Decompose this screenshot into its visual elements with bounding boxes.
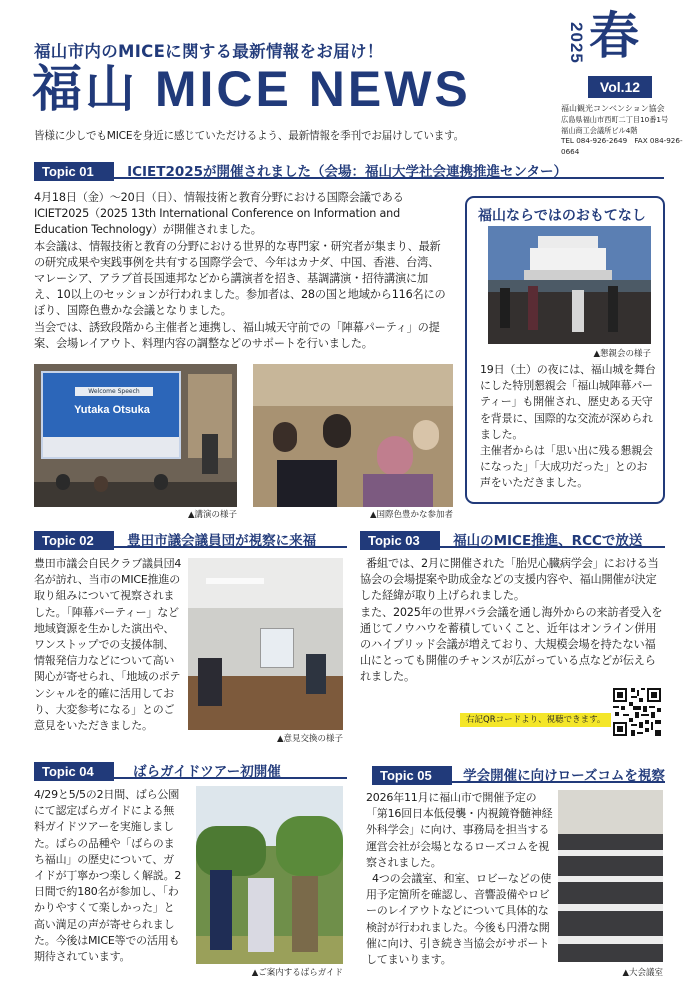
topic2-badge: Topic 02: [34, 531, 114, 550]
issue-year: 2025: [567, 22, 586, 64]
topic5-badge: Topic 05: [372, 766, 452, 785]
omotenashi-title: 福山ならではのおもてなし: [478, 208, 646, 224]
topic1-badge: Topic 01: [34, 162, 114, 181]
topic1-paragraph: 4月18日（金）～20日（日）、情報技術と教育分野における国際会議であるICIET2025（2025 13th International Conference on Information and Education Technology）が開催されました。: [34, 191, 404, 237]
omotenashi-paragraph: 主催者からは「思い出に残る懇親会になった」「大成功だった」とのお声をいただきました。: [480, 444, 653, 490]
topic2-header: [34, 529, 316, 550]
topic3-header: [360, 529, 642, 550]
org-name: 福山観光コンベンション協会: [561, 104, 665, 113]
lecture-photo: [34, 364, 237, 507]
meeting-caption: ▲意見交換の様子: [276, 734, 343, 744]
rose-guide-photo: [196, 786, 343, 964]
topic3-title: 福山のMICE推進、RCCで放送: [453, 533, 643, 549]
topic1-body: [34, 190, 450, 352]
castle-party-photo: [488, 226, 651, 344]
rose-guide-caption: ▲ご案内するばらガイド: [251, 968, 343, 978]
slide-name: Yutaka Otsuka: [74, 404, 150, 416]
org-tel: TEL 084-926-2649 FAX 084-926-0664: [561, 136, 683, 157]
conference-room-photo: [558, 790, 663, 962]
topic1-title: ICIET2025が開催されました（会場：福山大学社会連携推進センター）: [127, 164, 568, 180]
topic2-body: 豊田市議会自民クラブ議員団4名が訪れ、当市のMICE推進の取り組みについて視察されました。「陣幕パーティー」など地域資源を生かした演出や、ワンストップでの支援体制、情報発信力などについて高い関心が寄せられ、「地域のポテンシャルを的確に活用しており、大変参考になる」とのご意見をいただきました。: [34, 557, 182, 733]
lecture-caption: ▲講演の様子: [187, 510, 237, 520]
topic3-paragraph: また、2025年の世界バラ会議を通し海外からの来訪者受入を通じてノウハウを蓄積していくこと、近年はオンライン併用のハイブリッド会議が増えており、大規模会場を持たない福山にとっても開催のチャンスが広がっている点などが伝えられました。: [360, 605, 663, 684]
topic1-paragraph: 当会では、誘致段階から主催者と連携し、福山城天守前での「陣幕パーティ」の提案、会場レイアウト、料理内容の調整などのサポートを行いました。: [34, 320, 440, 350]
topic5-body: [366, 790, 554, 968]
issue-volume: Vol.12: [588, 76, 652, 98]
topic1-header: [34, 160, 567, 181]
participants-caption: ▲国際色豊かな参加者: [369, 510, 453, 520]
page-title: 福山 MICE NEWS: [32, 61, 471, 117]
omotenashi-paragraph: 19日（土）の夜には、福山城を舞台にした特別懇親会「福山城陣幕パーティー」も開催され、歴史ある天守を背景に、国際的な交流が深められました。: [480, 363, 656, 441]
topic4-badge: Topic 04: [34, 762, 114, 781]
projection-screen: [41, 371, 181, 459]
qr-note: 右記QRコードより、視聴できます。: [460, 713, 611, 727]
topic3-paragraph: 番組では、2月に開催された「胎児心臓病学会」における当協会の会場提案や助成金などの支援内容や、福山開催が決定した経緯が取り上げられました。: [360, 557, 659, 603]
header-org-info: [561, 104, 700, 158]
topic3-badge: Topic 03: [360, 531, 440, 550]
org-address1: 広島県福山市西町二丁目10番1号: [561, 114, 669, 124]
meeting-photo: [188, 558, 343, 730]
topic5-paragraph: 2026年11月に福山市で開催予定の「第16回日本低侵襲・内視鏡脊髄神経外科学会」に向け、事務局を担当する運営会社が会場となるローズコムを視察されました。: [366, 791, 553, 869]
org-address2: 福山商工会議所ビル4階: [561, 125, 638, 135]
topic5-header: [372, 764, 665, 785]
topic4-header: [34, 760, 281, 781]
topic2-title: 豊田市議会議員団が視察に来福: [127, 533, 317, 549]
issue-season: 春: [589, 7, 639, 65]
topic4-title: ばらガイドツアー初開催: [133, 764, 281, 780]
slide-title: Welcome Speech: [75, 387, 153, 396]
header-tagline: 皆様に少しでもMICEを身近に感じていただけるよう、最新情報を季刊でお届けしています。: [34, 130, 465, 142]
topic5-title: 学会開催に向けローズコムを視察: [463, 768, 665, 784]
conference-room-caption: ▲大会議室: [622, 968, 663, 978]
topic3-body: [360, 556, 665, 686]
header-subtitle: 福山市内のMICEに関する最新情報をお届け！: [34, 42, 384, 61]
castle-party-caption: ▲懇親会の様子: [593, 349, 651, 359]
omotenashi-body: [480, 362, 656, 492]
topic4-body: 4/29と5/5の2日間、ばら公園にて認定ばらガイドによる無料ガイドツアーを実施しました。ばらの品種や「ばらのまち福山」の歴史について、ガイドが丁寧かつ楽しく解説。2日間で約180名が参加し、「わかりやすくて楽しかった」と高い満足の声が寄せられました。今後はMICE等での活用も期待されています。: [34, 788, 182, 964]
qr-code-icon[interactable]: [611, 686, 663, 738]
topic5-paragraph: 4つの会議室、和室、ロビーなどの使用予定箇所を確認し、音響設備やロビーのレイアウトなどについて具体的な検討が行われました。今後も円滑な開催に向け、引き続き当協会がサポートしてまいります。: [366, 872, 552, 967]
participants-photo: [253, 364, 453, 507]
topic1-paragraph: 本会議は、情報技術と教育の分野における世界的な専門家・研究者が集まり、最新の研究成果や実践事例を共有する国際学会で、今年はカナダ、中国、香港、台湾、マレーシア、アラブ首長国連邦などから講演者を招き、基調講演・招待講演に加え、10以上のセッションが行われました。参加者は、28の国と地域から116名にのぼり、国際色豊かな会議となりました。: [34, 239, 446, 318]
